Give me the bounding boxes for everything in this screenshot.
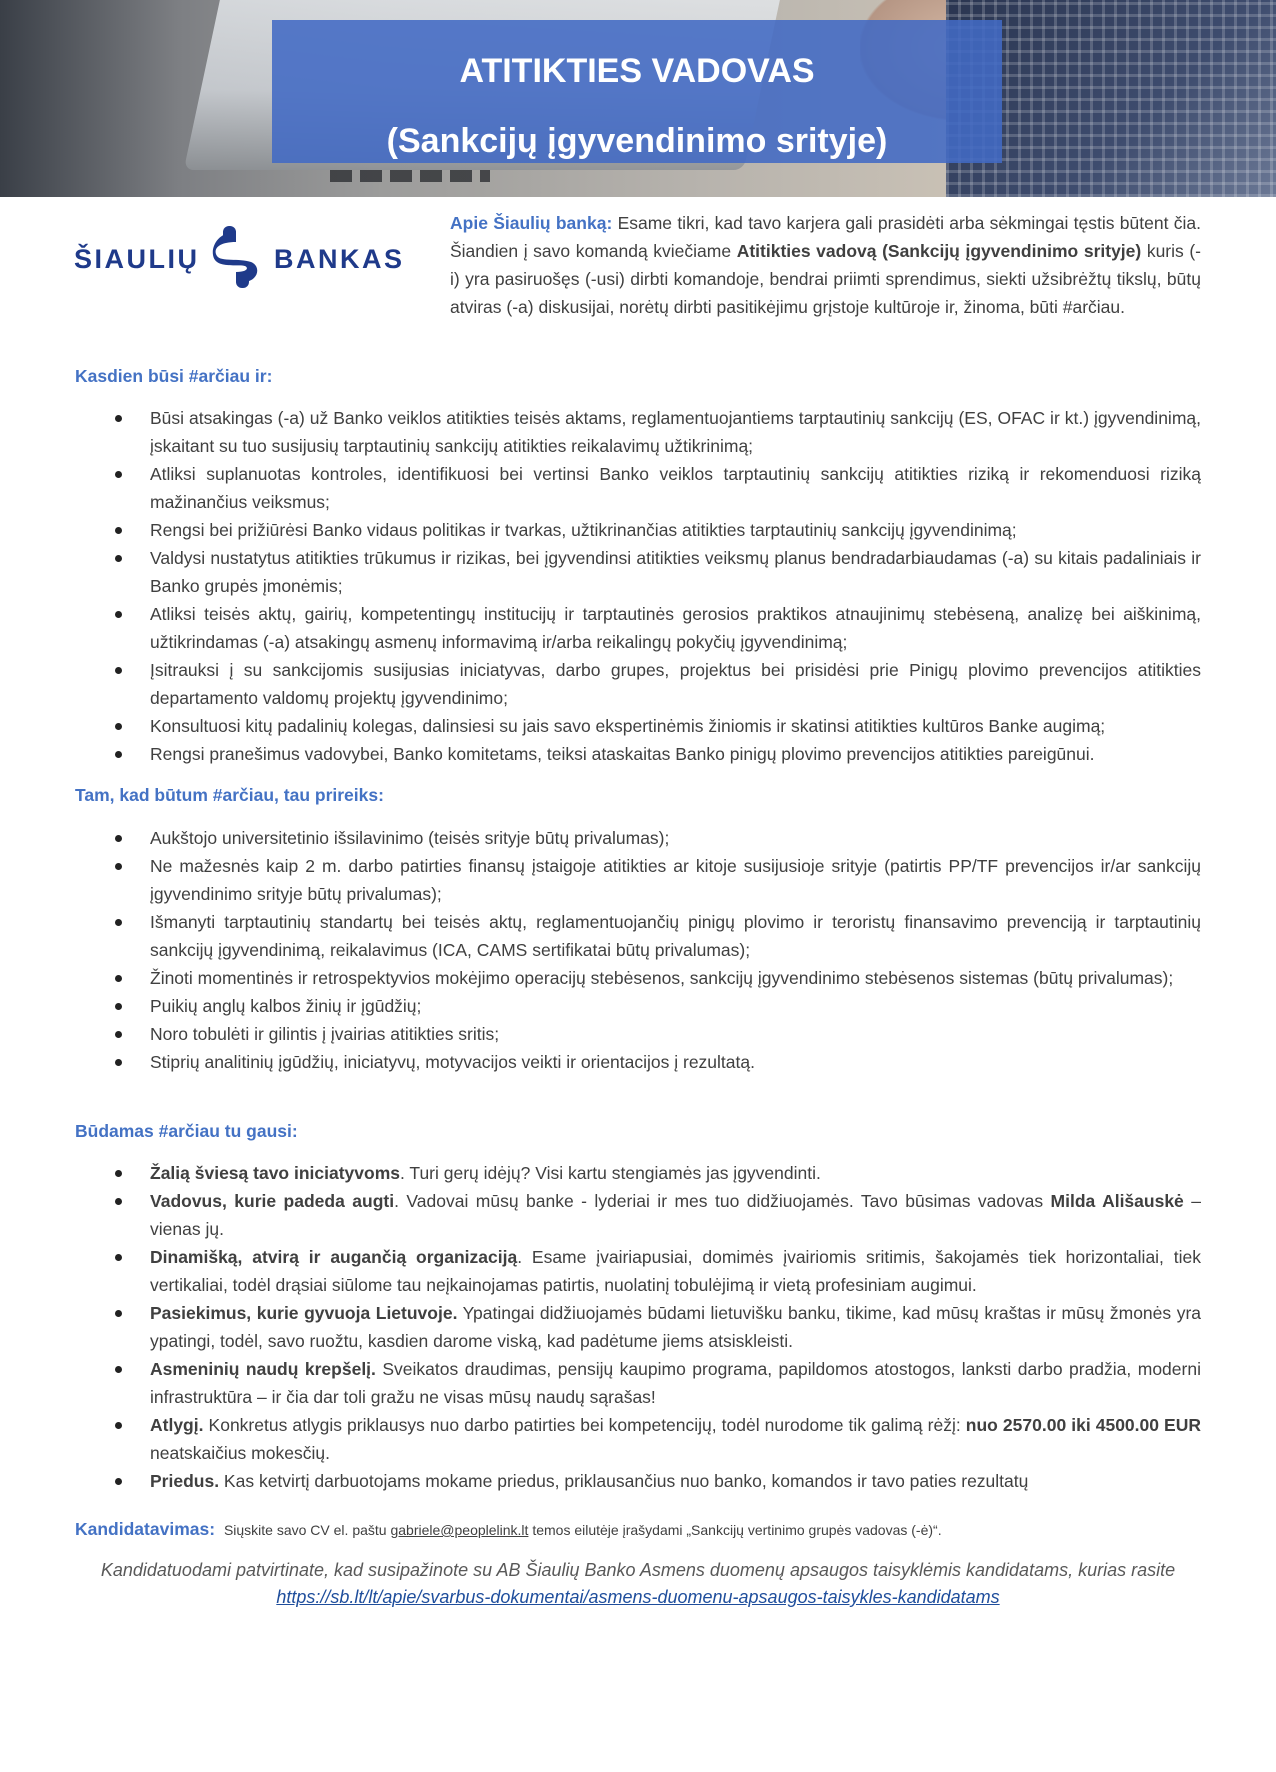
title-box <box>272 20 1002 163</box>
page-subtitle: (Sankcijų įgyvendinimo srityje) <box>386 122 888 160</box>
logo-word-siauliu: ŠIAULIŲ <box>74 244 200 274</box>
candidacy-label: Kandidatavimas: <box>75 1519 216 1539</box>
list-item: Būsi atsakingas (-a) už Banko veiklos atitikties teisės aktams, reglamentuojantiems tarptautinių sankcijų (ES, OFAC ir kt.) įgyvendinimą, įskaitant su tuo susijusių tarptautinių sankcijų atitikties reikalavimų užtikrinimą; <box>75 404 1201 460</box>
keyboard-photo-part <box>330 170 490 182</box>
list-item: Valdysi nustatytus atitikties trūkumus ir rizikas, bei įgyvendinsi atitikties veiksmų planus bendradarbiaudamas (-a) su kitais padaliniais ir Banko grupės įmonėmis; <box>75 544 1201 600</box>
list-item <box>75 1159 1201 1187</box>
benefit-text: neatskaičius mokesčių. <box>150 1443 330 1463</box>
benefits-heading: Būdamas #arčiau tu gausi: <box>75 1121 298 1141</box>
duties-heading: Kasdien būsi #arčiau ir: <box>75 366 273 386</box>
list-item: Ne mažesnės kaip 2 m. darbo patirties finansų įstaigoje atitikties ar kitoje susijusioje srityje (patirtis PP/TF prevencijos ir/ar sankcijų įgyvendinimo srityje būtų privalumas); <box>75 852 1201 908</box>
list-item: Rengsi pranešimus vadovybei, Banko komitetams, teiksi ataskaitas Banko pinigų plovimo prevencijos atitikties pareigūnui. <box>75 740 1201 768</box>
benefit-title: Atlygį. <box>150 1415 204 1435</box>
bank-logo <box>74 224 404 292</box>
list-item: Rengsi bei prižiūrėsi Banko vidaus politikas ir tvarkas, užtikrinančias atitikties tarptautinių sankcijų įgyvendinimą; <box>75 516 1201 544</box>
list-item: Išmanyti tarptautinių standartų bei teisės aktų, reglamentuojančių pinigų plovimo ir teroristų finansavimo prevenciją ir tarptautinių sankcijų įgyvendinimą, reikalavimus (ICA, CAMS sertifikatai būtų privalumas); <box>75 908 1201 964</box>
benefit-text: Konkretus atlygis priklausys nuo darbo patirties bei kompetencijų, todėl nurodome tik galimą rėžį: <box>203 1415 966 1435</box>
candidacy-text: Siųskite savo CV el. paštu <box>223 1522 391 1538</box>
manager-name: Milda Ališauskė <box>1050 1191 1184 1211</box>
benefit-text: . Vadovai mūsų banke - lyderiai ir mes tuo didžiuojamės. Tavo būsimas vadovas <box>394 1191 1051 1211</box>
benefit-text: . Esame įvairiapusiai, domimės įvairiomis sritimis, šakojamės tiek horizontaliai, tiek vertikaliai, todėl drąsiai siūlome tau neįkainojamas patirtis, nuolatinį tobulėjimą ir vietą profesiniam augimui. <box>150 1247 1202 1295</box>
benefit-text: Kas ketvirtį darbuotojams mokame priedus, priklausančius nuo banko, komandos ir tavo paties rezultatų <box>219 1471 1029 1491</box>
duties-list <box>75 404 1201 768</box>
list-item <box>75 1467 1201 1495</box>
benefit-title: Pasiekimus, kurie gyvuoja Lietuvoje. <box>150 1303 458 1323</box>
requirements-heading: Tam, kad būtum #arčiau, tau prireiks: <box>75 785 384 805</box>
salary-range: nuo 2570.00 iki 4500.00 EUR <box>965 1415 1201 1435</box>
list-item <box>75 1355 1201 1411</box>
privacy-text: Kandidatuodami patvirtinate, kad susipažinote su AB Šiaulių Banko Asmens duomenų apsaugos taisyklėmis kandidatams, kurias rasite <box>100 1560 1176 1580</box>
list-item: Atliksi teisės aktų, gairių, kompetentingų institucijų ir tarptautinės gerosios praktikos atnaujinimų stebėseną, analizę bei aiškinimą, užtikrindamas (-a) atsakingų asmenų informavimą ir/arba reikalingų pokyčių įgyvendinimą; <box>75 600 1201 656</box>
benefit-title: Asmeninių naudų krepšelį. <box>150 1359 376 1379</box>
benefit-title: Vadovus, kurie padeda augti <box>150 1191 395 1211</box>
intro-paragraph <box>450 209 1201 321</box>
privacy-link[interactable]: https://sb.lt/lt/apie/svarbus-dokumentai/asmens-duomenu-apsaugos-taisykles-kandidatams <box>276 1587 1000 1607</box>
list-item <box>75 1299 1201 1355</box>
intro-position: Atitikties vadovą (Sankcijų įgyvendinimo srityje) <box>736 241 1142 261</box>
benefit-text: Ypatingai didžiuojamės būdami lietuvišku banku, tikime, kad mūsų kraštas ir mūsų žmonės yra ypatingi, todėl, savo ruožtu, kasdien darome viską, kad padėtume jiems atsiskleisti. <box>150 1303 1201 1351</box>
benefit-title: Dinamišką, atvirą ir augančią organizaciją <box>150 1247 518 1267</box>
requirements-list <box>75 824 1201 1076</box>
list-item: Konsultuosi kitų padalinių kolegas, dalinsiesi su jais savo ekspertinėmis žiniomis ir skatinsi atitikties kultūros Banke augimą; <box>75 712 1201 740</box>
benefit-title: Priedus. <box>150 1471 220 1491</box>
privacy-notice <box>60 1557 1216 1611</box>
benefit-title: Žalią šviesą tavo iniciatyvoms <box>150 1163 400 1183</box>
candidacy-line <box>75 1519 1205 1540</box>
list-item: Stiprių analitinių įgūdžių, iniciatyvų, motyvacijos veikti ir orientacijos į rezultatą. <box>75 1048 1201 1076</box>
candidacy-text-after: temos eilutėje įrašydami „Sankcijų vertinimo grupės vadovas (-ė)“. <box>528 1522 942 1538</box>
logo-s-mark-icon <box>209 224 263 290</box>
list-item <box>75 1187 1201 1243</box>
list-item <box>75 1411 1201 1467</box>
benefit-text: . Turi gerų idėjų? Visi kartu stengiamės jas įgyvendinti. <box>400 1163 821 1183</box>
page-title: ATITIKTIES VADOVAS <box>459 52 815 90</box>
benefit-text: – vienas jų. <box>150 1191 1201 1239</box>
email-link[interactable]: gabriele@peoplelink.lt <box>390 1522 529 1538</box>
list-item: Įsitrauksi į su sankcijomis susijusias iniciatyvas, darbo grupes, projektus bei prisidėsi prie Pinigų plovimo prevencijos atitikties departamento valdomų projektų įgyvendinimo; <box>75 656 1201 712</box>
list-item: Aukštojo universitetinio išsilavinimo (teisės srityje būtų privalumas); <box>75 824 1201 852</box>
logo-word-bankas: BANKAS <box>274 244 405 274</box>
list-item: Atliksi suplanuotas kontroles, identifikuosi bei vertinsi Banko veiklos tarptautinių sankcijų atitikties riziką ir rekomenduosi riziką mažinančius veiksmus; <box>75 460 1201 516</box>
benefit-text: Sveikatos draudimas, pensijų kaupimo programa, papildomos atostogos, lanksti darbo pradžia, moderni infrastruktūra – ir čia dar toli gražu ne visas mūsų naudų sąrašas! <box>150 1359 1201 1407</box>
intro-lead: Apie Šiaulių banką: <box>450 213 613 233</box>
list-item: Žinoti momentinės ir retrospektyvios mokėjimo operacijų stebėsenos, sankcijų įgyvendinimo stebėsenos sistemas (būtų privalumas); <box>75 964 1201 992</box>
benefits-list <box>75 1159 1201 1495</box>
list-item: Noro tobulėti ir gilintis į įvairias atitikties sritis; <box>75 1020 1201 1048</box>
list-item: Puikių anglų kalbos žinių ir įgūdžių; <box>75 992 1201 1020</box>
intro-text-1: Esame tikri, kad tavo karjera gali prasidėti arba sėkmingai tęstis būtent čia. Šiandien į savo komandą kviečiame <box>450 213 1201 261</box>
intro-text-2: kuris (-i) yra pasiruošęs (-usi) dirbti komandoje, bendrai priimti sprendimus, siekti užsibrėžtų tikslų, būtų atviras (-a) diskusijai, norėtų dirbti pasitikėjimu grįstoje kultūroje ir, žinoma, būti #arčiau. <box>450 241 1202 317</box>
list-item <box>75 1243 1201 1299</box>
